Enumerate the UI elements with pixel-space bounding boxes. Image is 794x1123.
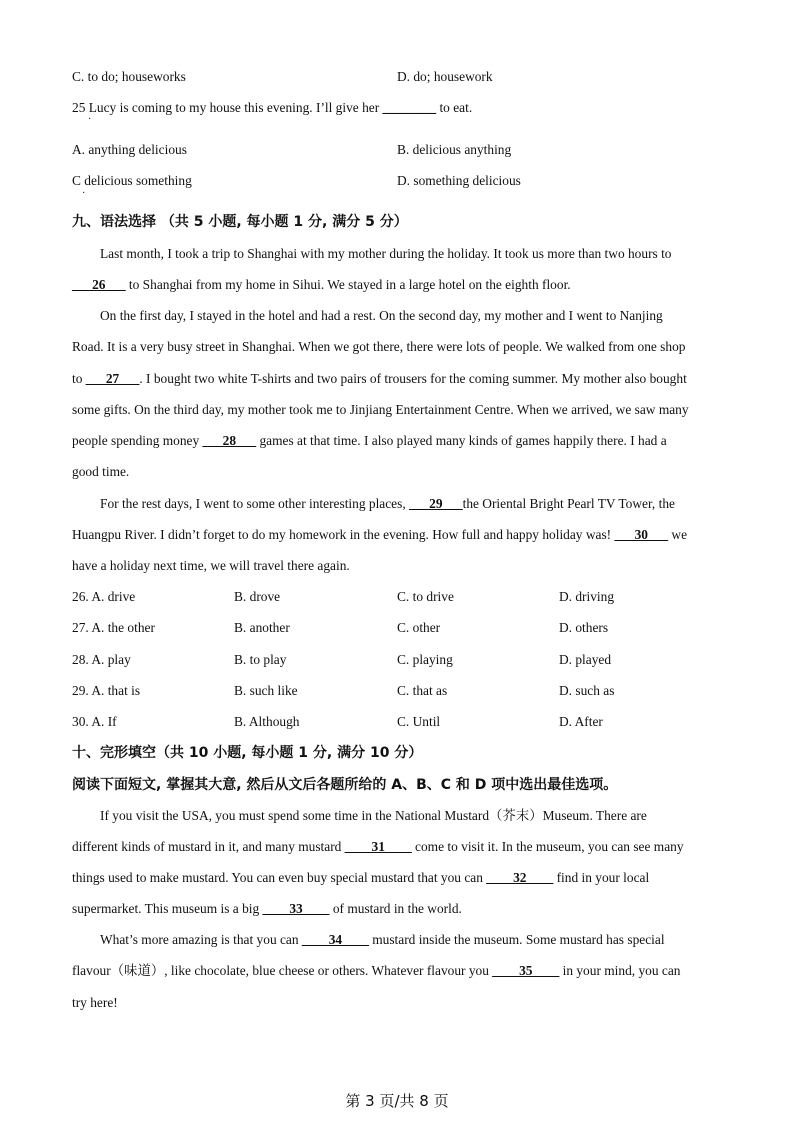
blank-34: ____34____ [301, 932, 369, 947]
q25-dot-mark: · [88, 114, 92, 125]
s10-p1-line3: things used to make mustard. You can even buy special mustard that you can ____32____ find in your local [72, 870, 650, 885]
s9-p3-line1: For the rest days, I went to some other interesting places, ___29___the Oriental Bright Pearl TV Tower, the [100, 496, 675, 511]
option-29-d: D. such as [559, 683, 615, 698]
blank-31: ____31____ [344, 839, 412, 854]
q25-option-c: C delicious something [72, 173, 192, 188]
q25-option-a: A. anything delicious [72, 142, 187, 157]
q25-option-c-dot-mark: · [82, 188, 86, 199]
q25-blank: ________ [382, 100, 437, 115]
blank-29: ___29___ [409, 496, 463, 511]
option-29-c: C. that as [397, 683, 448, 698]
s10-p2-line1: What’s more amazing is that you can ____34____ mustard inside the museum. Some mustard has special [100, 932, 665, 947]
q25-option-d: D. something delicious [397, 173, 521, 188]
q24-option-d: D. do; housework [397, 69, 493, 84]
option-26-b: B. drove [234, 589, 281, 604]
option-26-d: D. driving [559, 589, 615, 604]
q24-option-c: C. to do; houseworks [72, 69, 186, 84]
blank-30: ___30___ [614, 527, 669, 542]
s9-p2-line2: Road. It is a very busy street in Shanghai. When we got there, there were lots of people. We walked from one shop [72, 339, 686, 354]
s9-p1-line1: Last month, I took a trip to Shanghai with my mother during the holiday. It took us more than two hours to [100, 246, 672, 261]
s10-p2-line2: flavour（味道）, like chocolate, blue cheese or others. Whatever flavour you ____35____ in your mind, you can [72, 963, 681, 978]
blank-35: ____35____ [492, 963, 560, 978]
option-30-d: D. After [559, 714, 603, 729]
s9-p2-line3: to ___27___. I bought two white T-shirts and two pairs of trousers for the coming summer. My mother also bought [72, 371, 687, 386]
section10-instruction: 阅读下面短文, 掌握其大意, 然后从文后各题所给的 A、B、C 和 D 项中选出最佳选项。 [72, 777, 618, 793]
blank-26: ___26___ [72, 277, 126, 292]
page-number-footer: 第 3 页/共 8 页 [345, 1092, 449, 1110]
option-28-b: B. to play [234, 652, 287, 667]
s9-p2-line1: On the first day, I stayed in the hotel and had a rest. On the second day, my mother and I went to Nanjing [100, 308, 663, 323]
option-27-a: 27. A. the other [72, 620, 155, 635]
blank-33: ____33____ [262, 901, 330, 916]
option-27-b: B. another [234, 620, 290, 635]
option-30-b: B. Although [234, 714, 300, 729]
option-30-a: 30. A. If [72, 714, 117, 729]
blank-27: ___27___ [85, 371, 140, 386]
s10-p1-line2: different kinds of mustard in it, and many mustard ____31____ come to visit it. In the museum, you can see many [72, 839, 684, 854]
s9-p3-line2: Huangpu River. I didn’t forget to do my homework in the evening. How full and happy holiday was! ___30___ we [72, 527, 688, 542]
section10-heading: 十、完形填空（共 10 小题, 每小题 1 分, 满分 10 分） [72, 745, 423, 761]
s9-p2-line6: good time. [72, 464, 130, 479]
option-26-a: 26. A. drive [72, 589, 136, 604]
option-26-c: C. to drive [397, 589, 454, 604]
s9-p2-line5: people spending money ___28___ games at that time. I also played many kinds of games happily there. I had a [72, 433, 667, 448]
s9-p3-line3: have a holiday next time, we will travel there again. [72, 558, 350, 573]
s9-p2-line4: some gifts. On the third day, my mother took me to Jinjiang Entertainment Centre. When we arrived, we saw many [72, 402, 689, 417]
s10-p1-line4: supermarket. This museum is a big ____33____ of mustard in the world. [72, 901, 462, 916]
q25-stem: 25 Lucy is coming to my house this evening. I’ll give her ________ to eat. [72, 100, 473, 115]
s10-p1-line1: If you visit the USA, you must spend some time in the National Mustard（芥末）Museum. There are [100, 808, 647, 823]
s9-p1-line2: ___26___ to Shanghai from my home in Sihui. We stayed in a large hotel on the eighth floor. [72, 277, 571, 292]
section9-heading: 九、语法选择 （共 5 小题, 每小题 1 分, 满分 5 分） [72, 214, 408, 230]
option-29-b: B. such like [234, 683, 298, 698]
option-27-c: C. other [397, 620, 441, 635]
option-28-c: C. playing [397, 652, 453, 667]
s10-p2-line3: try here! [72, 995, 118, 1010]
option-30-c: C. Until [397, 714, 441, 729]
blank-28: ___28___ [202, 433, 257, 448]
blank-32: ____32____ [486, 870, 554, 885]
option-28-a: 28. A. play [72, 652, 131, 667]
option-27-d: D. others [559, 620, 609, 635]
q25-option-b: B. delicious anything [397, 142, 512, 157]
option-28-d: D. played [559, 652, 612, 667]
option-29-a: 29. A. that is [72, 683, 141, 698]
